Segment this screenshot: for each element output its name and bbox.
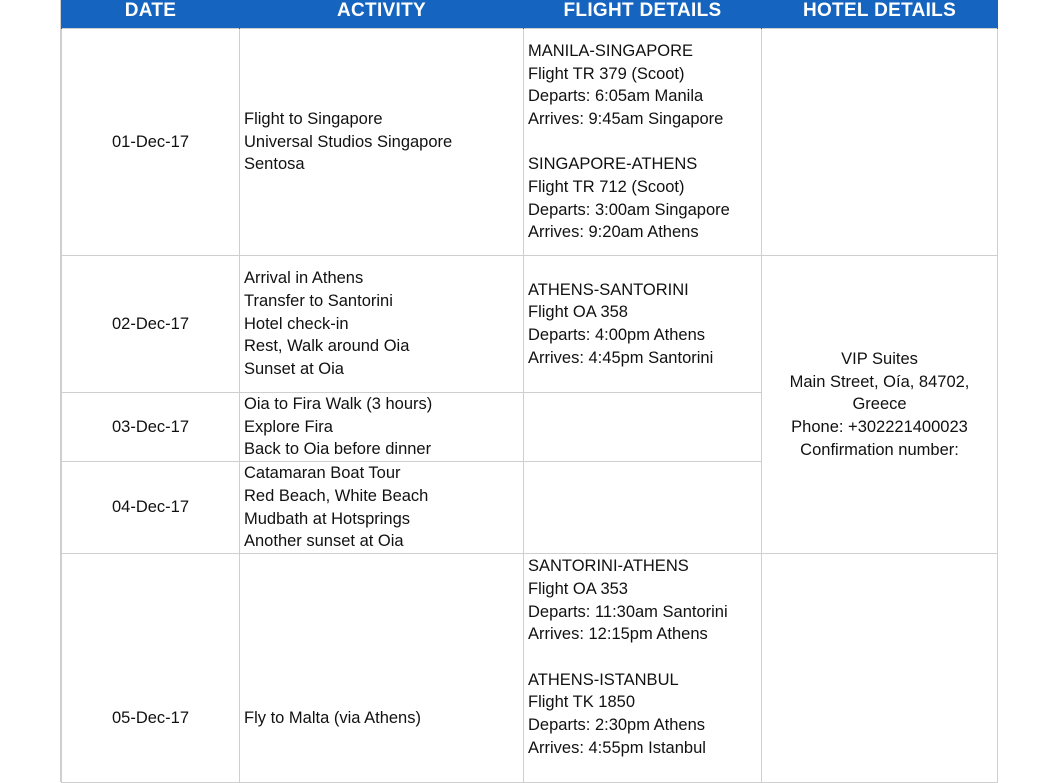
flight-cell: [524, 29, 762, 256]
hotel-address-line1: Main Street, Oía, 84702,: [789, 372, 970, 391]
activity-item: Explore Fira: [244, 417, 333, 436]
hotel-cell-empty: [762, 554, 998, 783]
date-cell: 02-Dec-17: [62, 256, 240, 393]
hotel-confirmation: Confirmation number:: [800, 440, 959, 459]
header-activity: ACTIVITY: [240, 0, 524, 29]
table-row: [62, 29, 998, 256]
activity-cell: [240, 29, 524, 256]
activity-cell: [240, 462, 524, 554]
flight-route: SINGAPORE-ATHENS: [528, 155, 698, 174]
activity-item: Fly to Malta (via Athens): [244, 709, 421, 728]
activity-item: Another sunset at Oia: [244, 532, 404, 551]
itinerary-table: [61, 0, 998, 783]
flight-route: ATHENS-ISTANBUL: [528, 670, 679, 689]
date-cell: 01-Dec-17: [62, 29, 240, 256]
hotel-cell-empty: [762, 29, 998, 256]
table-header: [62, 0, 998, 29]
flight-departs: Departs: 3:00am Singapore: [528, 200, 730, 219]
activity-item: Catamaran Boat Tour: [244, 464, 401, 483]
flight-arrives: Arrives: 4:55pm Istanbul: [528, 738, 706, 757]
flight-cell-empty: [524, 393, 762, 462]
flight-block: [528, 555, 757, 646]
flight-number: Flight TR 712 (Scoot): [528, 178, 685, 197]
hotel-name: VIP Suites: [841, 349, 918, 368]
flight-number: Flight OA 353: [528, 579, 628, 598]
header-date: DATE: [62, 0, 240, 29]
flight-route: SANTORINI-ATHENS: [528, 557, 689, 576]
flight-block: [528, 153, 757, 244]
header-flight-details: FLIGHT DETAILS: [524, 0, 762, 29]
flight-block: [528, 669, 757, 760]
flight-cell: [524, 256, 762, 393]
flight-arrives: Arrives: 12:15pm Athens: [528, 625, 708, 644]
activity-item: Arrival in Athens: [244, 269, 364, 288]
date-cell: 05-Dec-17: [62, 554, 240, 783]
flight-departs: Departs: 11:30am Santorini: [528, 602, 728, 621]
activity-item: Rest, Walk around Oia: [244, 337, 410, 356]
flight-route: ATHENS-SANTORINI: [528, 280, 689, 299]
itinerary-sheet: [60, 0, 998, 782]
flight-route: MANILA-SINGAPORE: [528, 41, 694, 60]
header-hotel-details: HOTEL DETAILS: [762, 0, 998, 29]
hotel-cell: [762, 256, 998, 554]
date-cell: 03-Dec-17: [62, 393, 240, 462]
flight-departs: Departs: 4:00pm Athens: [528, 326, 706, 344]
flight-arrives: Arrives: 9:45am Singapore: [528, 109, 724, 128]
activity-item: Universal Studios Singapore: [244, 132, 453, 151]
activity-item: Transfer to Santorini: [244, 291, 393, 310]
flight-block: [528, 40, 757, 131]
activity-item: Mudbath at Hotsprings: [244, 509, 411, 528]
activity-item: Flight to Singapore: [244, 109, 383, 128]
flight-arrives: Arrives: 9:20am Athens: [528, 223, 699, 242]
date-cell: 04-Dec-17: [62, 462, 240, 554]
activity-item: Back to Oia before dinner: [244, 440, 432, 459]
flight-arrives: Arrives: 4:45pm Santorini: [528, 348, 714, 367]
hotel-address-line2: Greece: [852, 395, 907, 414]
activity-cell: [240, 256, 524, 393]
flight-block: [528, 279, 757, 370]
flight-number: Flight TK 1850: [528, 693, 636, 712]
activity-item: Red Beach, White Beach: [244, 486, 429, 505]
activity-cell: [240, 393, 524, 462]
activity-item: Oia to Fira Walk (3 hours): [244, 395, 433, 413]
table-row: [62, 256, 998, 393]
flight-departs: Departs: 2:30pm Athens: [528, 716, 706, 735]
flight-number: Flight TR 379 (Scoot): [528, 64, 685, 83]
hotel-phone: Phone: +302221400023: [791, 417, 968, 436]
flight-cell: [524, 554, 762, 783]
flight-cell-empty: [524, 462, 762, 554]
activity-item: Sunset at Oia: [244, 360, 344, 379]
table-row: [62, 554, 998, 783]
flight-departs: Departs: 6:05am Manila: [528, 87, 704, 106]
activity-item: Sentosa: [244, 155, 305, 174]
activity-cell: [240, 554, 524, 783]
flight-number: Flight OA 358: [528, 303, 628, 322]
activity-item: Hotel check-in: [244, 314, 349, 333]
